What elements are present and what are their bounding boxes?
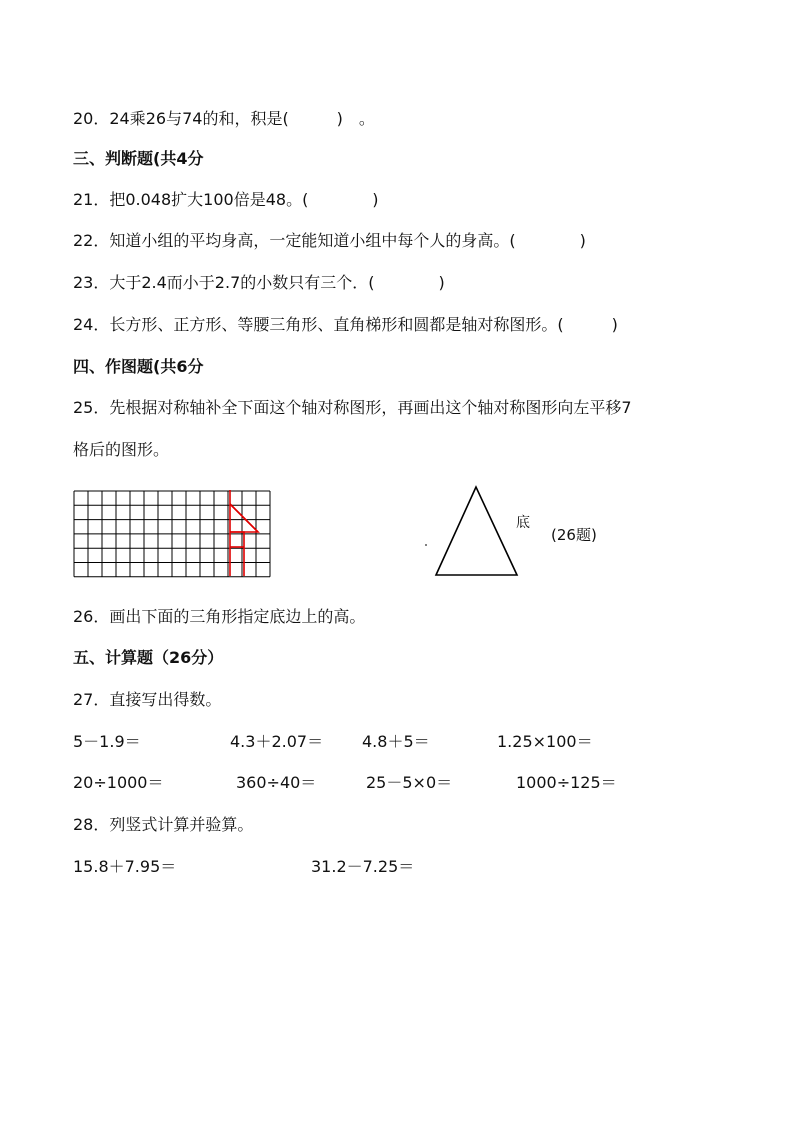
question-28: 28．列竖式计算并验算。 (73, 815, 254, 834)
question-24: 24．长方形、正方形、等腰三角形、直角梯形和圆都是轴对称图形。( ) (73, 315, 618, 334)
calc-item: 360÷40＝ (236, 773, 317, 792)
section-4-heading: 四、作图题(共6分 (73, 357, 204, 376)
question-23: 23．大于2.4而小于2.7的小数只有三个．( ) (73, 273, 445, 292)
question-20: 20．24乘26与74的和，积是( ) 。 (73, 109, 375, 128)
figure-caption-26: (26题) (551, 526, 597, 544)
question-25-line-2: 格后的图形。 (73, 440, 170, 459)
calc-item: 1000÷125＝ (516, 773, 617, 792)
base-label: 底 (516, 515, 530, 531)
half-shape-diagonal (230, 504, 258, 532)
question-27: 27．直接写出得数。 (73, 690, 222, 709)
section-5-heading: 五、计算题（26分） (73, 648, 224, 667)
calc-item: 20÷1000＝ (73, 773, 164, 792)
calc-item: 5－1.9＝ (73, 732, 141, 751)
question-25-line-1: 25．先根据对称轴补全下面这个轴对称图形，再画出这个轴对称图形向左平移7 (73, 398, 632, 417)
calc-item: 25－5×0＝ (366, 773, 453, 792)
question-26: 26．画出下面的三角形指定底边上的高。 (73, 607, 366, 626)
question-22: 22．知道小组的平均身高，一定能知道小组中每个人的身高。( ) (73, 231, 586, 250)
calc-item: 15.8＋7.95＝ (73, 857, 177, 876)
calc-item: 1.25×100＝ (497, 732, 593, 751)
calc-item: 4.8＋5＝ (362, 732, 430, 751)
symmetry-grid-figure (73, 490, 273, 578)
triangle-shape (436, 487, 517, 575)
question-21: 21．把0.048扩大100倍是48。( ) (73, 190, 379, 209)
calc-item: 31.2－7.25＝ (311, 857, 415, 876)
half-figure-red (230, 490, 258, 576)
calc-item: 4.3＋2.07＝ (230, 732, 324, 751)
grid-lines (74, 491, 270, 577)
section-3-heading: 三、判断题(共4分 (73, 149, 204, 168)
